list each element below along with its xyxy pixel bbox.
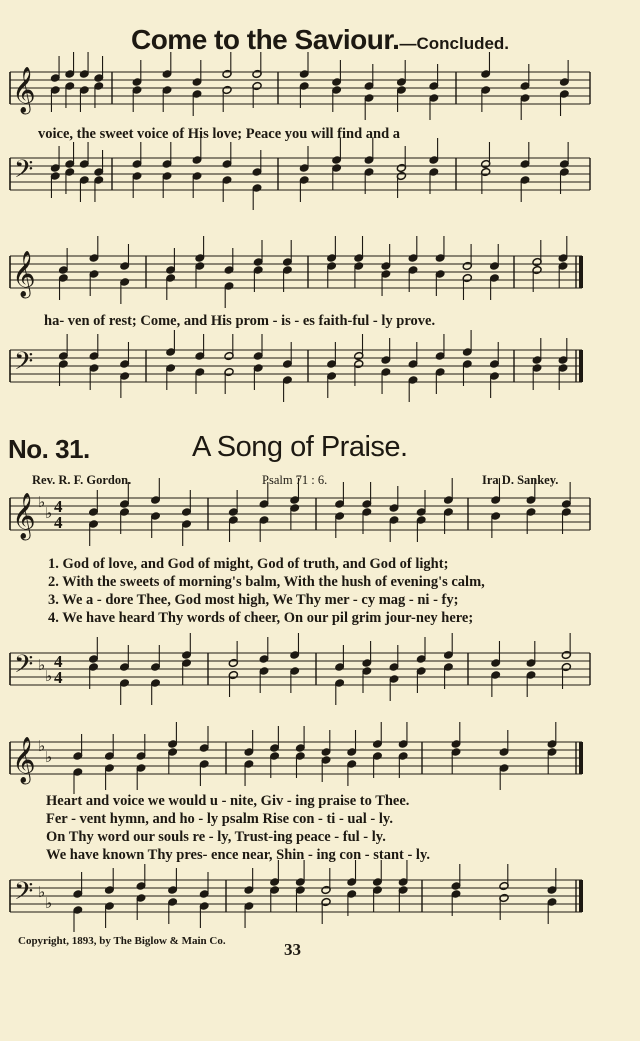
verse-2-line-1: 2. With the sweets of morning's balm, With the hush of evening's calm,: [48, 574, 485, 590]
key-signature-flat-icon: ♭: [45, 748, 53, 766]
page-number: 33: [284, 940, 301, 959]
time-signature-digit: 4: [54, 652, 63, 671]
bass-clef-icon: 𝄢: [14, 877, 34, 912]
verse-3-line-1: 3. We a - dore Thee, God most high, We Thy mer - cy mag - ni - fy;: [48, 592, 459, 608]
composer-credit: Ira D. Sankey.: [482, 473, 559, 487]
verse-4-line-1: 4. We have heard Thy words of cheer, On our pil grim jour-ney here;: [48, 610, 474, 626]
time-signature-digit: 4: [54, 668, 63, 687]
key-signature-flat-icon: ♭: [38, 493, 46, 511]
lyric-line-top-2: ha- ven of rest; Come, and His prom - is - es faith-ful - ly prove.: [44, 313, 436, 329]
verse-1-line-2: Heart and voice we would u - nite, Giv - ing praise to Thee.: [46, 793, 410, 809]
key-signature-flat-icon: ♭: [38, 883, 46, 901]
key-signature-flat-icon: ♭: [45, 894, 53, 912]
verse-2-line-2: Fer - vent hymn, and ho - ly psalm Rise con - ti - ual - ly.: [46, 811, 393, 827]
treble-clef-icon: 𝄞: [12, 737, 36, 783]
verse-4-line-2: We have known Thy pres- ence near, Shin - ing con - stant - ly.: [46, 847, 431, 863]
key-signature-flat-icon: ♭: [45, 667, 53, 685]
hymn-title: A Song of Praise.: [192, 431, 408, 463]
bass-clef-icon: 𝄢: [14, 155, 34, 190]
final-barline-thick: [579, 350, 583, 382]
final-barline-thick: [579, 742, 583, 774]
treble-clef-icon: 𝄞: [12, 251, 36, 297]
bass-clef-icon: 𝄢: [14, 650, 34, 685]
key-signature-flat-icon: ♭: [38, 737, 46, 755]
treble-clef-icon: 𝄞: [12, 493, 36, 539]
time-signature-digit: 4: [54, 497, 63, 516]
song-title-suffix: —Concluded.: [399, 34, 510, 53]
song-title: Come to the Saviour.: [130, 24, 400, 55]
song-title-concluded: [0, 24, 640, 56]
scripture-reference: Psalm 71 : 6.: [262, 473, 328, 487]
verse-1-line-1: 1. God of love, and God of might, God of truth, and God of light;: [48, 556, 449, 572]
final-barline-thick: [579, 256, 583, 288]
lyric-line-top-1: voice, the sweet voice of His love; Peace you will find and a: [38, 126, 401, 142]
hymn-number: No. 31.: [8, 434, 90, 464]
author-credit: Rev. R. F. Gordon.: [32, 473, 132, 487]
time-signature-digit: 4: [54, 513, 63, 532]
treble-clef-icon: 𝄞: [12, 67, 36, 113]
copyright-notice: Copyright, 1893, by The Biglow & Main Co.: [18, 935, 226, 947]
verse-3-line-2: On Thy word our souls re - ly, Trust-ing peace - ful - ly.: [46, 829, 386, 845]
key-signature-flat-icon: ♭: [45, 504, 53, 522]
bass-clef-icon: 𝄢: [14, 347, 34, 382]
final-barline-thick: [579, 880, 583, 912]
key-signature-flat-icon: ♭: [38, 656, 46, 674]
